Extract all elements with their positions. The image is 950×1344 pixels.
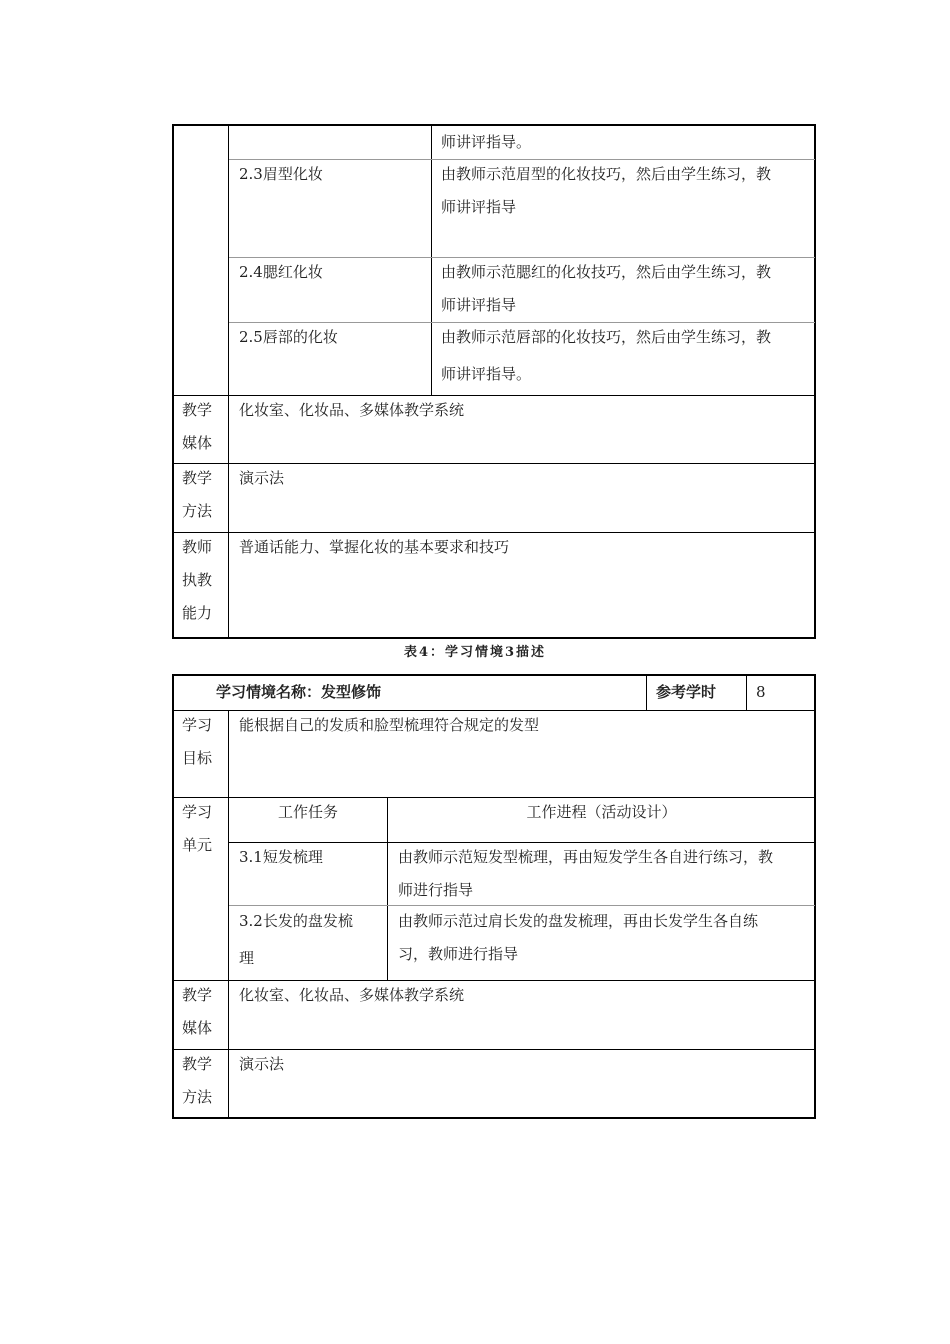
table-1-row-3-task: 2.4腮红化妆 — [239, 263, 323, 281]
table-2-row-2-task-line-2: 理 — [239, 949, 255, 967]
table-1-method-value: 演示法 — [239, 469, 285, 487]
table-1-row-3-activity-line-1: 由教师示范腮红的化妆技巧，然后由学生练习，教 — [441, 263, 772, 281]
table-2-unit-label-line-2: 单元 — [182, 836, 213, 854]
table-1-row-2-activity-line-1: 由教师示范眉型的化妆技巧，然后由学生练习，教 — [441, 165, 772, 183]
table-2-col-header-task: 工作任务 — [277, 803, 338, 821]
table-1-row-3-activity-line-2: 师讲评指导 — [441, 296, 517, 314]
table-1-ability-label-line-3: 能力 — [182, 604, 213, 622]
table-2-media-label-line-1: 教学 — [182, 986, 213, 1004]
table-1-ability-label-line-1: 教师 — [182, 538, 213, 556]
table-2-goal-label-line-1: 学习 — [182, 716, 213, 734]
table-2-method-label-line-2: 方法 — [182, 1088, 213, 1106]
table-2-goal-value: 能根据自己的发质和脸型梳理符合规定的发型 — [239, 716, 540, 734]
table-2-goal-label-line-2: 目标 — [182, 749, 213, 767]
table-caption: 表4：学习情境3描述 — [403, 645, 547, 660]
table-2-title: 学习情境名称：发型修饰 — [216, 683, 382, 701]
table-1-method-label-line-1: 教学 — [182, 469, 213, 487]
table-1-method-label-line-2: 方法 — [182, 502, 213, 520]
table-2-row-2-activity-line-1: 由教师示范过肩长发的盘发梳理，再由长发学生各自练 — [398, 912, 759, 930]
table-2-row-2-activity-line-2: 习，教师进行指导 — [398, 945, 519, 963]
table-1-ability-label-line-2: 执教 — [182, 571, 213, 589]
table-1-ability-value: 普通话能力、掌握化妆的基本要求和技巧 — [239, 538, 510, 556]
table-1-row-1-activity: 师讲评指导。 — [441, 133, 532, 151]
table-1-media-label-line-2: 媒体 — [182, 434, 213, 452]
table-1-row-2-task: 2.3眉型化妆 — [239, 165, 323, 183]
table-2-row-2-task-line-1: 3.2长发的盘发梳 — [239, 912, 353, 930]
table-1-media-label-line-1: 教学 — [182, 401, 213, 419]
table-2-hours-label: 参考学时 — [656, 683, 717, 701]
table-2-media-label-line-2: 媒体 — [182, 1019, 213, 1037]
table-1-media-value: 化妆室、化妆品、多媒体教学系统 — [239, 401, 465, 419]
table-2-hours-value: 8 — [756, 683, 766, 701]
table-2-row-1-task: 3.1短发梳理 — [239, 848, 323, 866]
table-2-method-label-line-1: 教学 — [182, 1055, 213, 1073]
table-1-row-4-task: 2.5唇部的化妆 — [239, 328, 338, 346]
table-1-row-4-activity-line-1: 由教师示范唇部的化妆技巧，然后由学生练习，教 — [441, 328, 772, 346]
table-2-row-1-activity-line-2: 师进行指导 — [398, 881, 474, 899]
table-1-row-4-activity-line-2: 师讲评指导。 — [441, 365, 532, 383]
table-2-method-value: 演示法 — [239, 1055, 285, 1073]
table-2-row-1-activity-line-1: 由教师示范短发型梳理，再由短发学生各自进行练习，教 — [398, 848, 774, 866]
table-1-row-2-activity-line-2: 师讲评指导 — [441, 198, 517, 216]
table-2-media-value: 化妆室、化妆品、多媒体教学系统 — [239, 986, 465, 1004]
table-2-unit-label-line-1: 学习 — [182, 803, 213, 821]
table-2-col-header-activity: 工作进程（活动设计） — [526, 803, 677, 821]
